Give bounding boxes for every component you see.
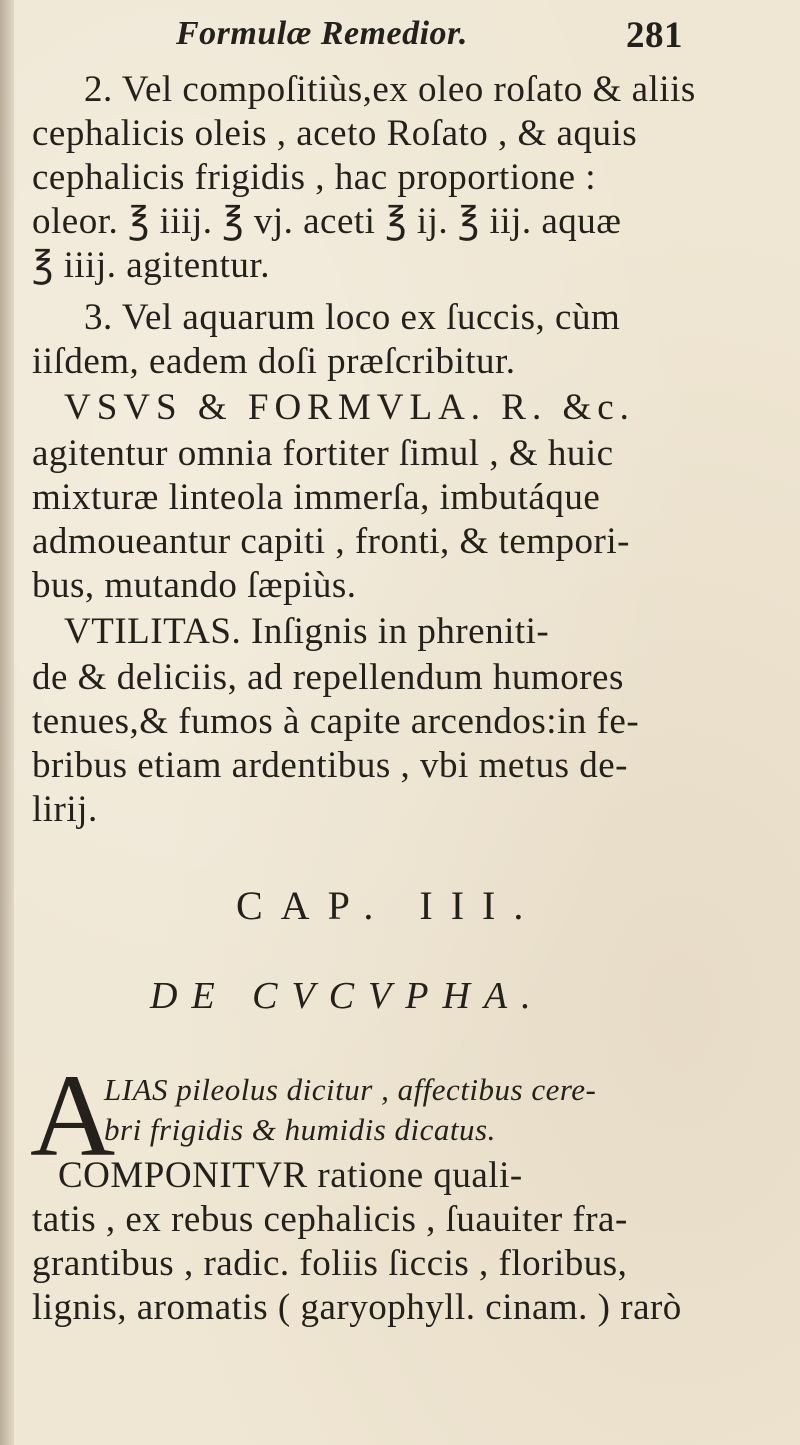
- chapter-title: DE CVCVPHA.: [150, 975, 545, 1017]
- text-line: oleor. ℥ iiij. ℥ vj. aceti ℥ ij. ℥ iij. aquæ: [32, 201, 622, 242]
- text-line: de & deliciis, ad repellendum humores: [32, 657, 624, 698]
- text-line: tenues,& fumos à capite arcendos:in fe-: [32, 701, 640, 742]
- book-page: [28, 0, 778, 1445]
- text-line: agitentur omnia fortiter ſimul , & huic: [32, 433, 614, 474]
- text-line: 3. Vel aquarum loco ex ſuccis, cùm: [84, 297, 621, 338]
- text-line: iiſdem, eadem doſi præſcribitur.: [32, 341, 516, 382]
- text-line: bus, mutando ſæpiùs.: [32, 565, 357, 606]
- text-line: bribus etiam ardentibus , vbi metus de-: [32, 745, 628, 786]
- section-heading-usus: VSVS & FORMVLA. R. &c.: [64, 387, 635, 428]
- text-line: bri frigidis & humidis dicatus.: [104, 1112, 496, 1147]
- text-line: 2. Vel compoſitiùs,ex oleo roſato & aliis: [84, 69, 696, 110]
- book-gutter: [0, 0, 14, 1445]
- text-line: cephalicis oleis , aceto Roſato , & aquis: [32, 113, 638, 154]
- text-line: cephalicis frigidis , hac proportione :: [32, 157, 597, 198]
- text-line: mixturæ linteola immerſa, imbutáque: [32, 477, 601, 518]
- text-line: grantibus , radic. foliis ſiccis , floribus,: [32, 1243, 628, 1284]
- text-line: lignis, aromatis ( garyophyll. cinam. ) rarò: [32, 1287, 682, 1328]
- drop-capital: A: [30, 1050, 116, 1181]
- text-line: admoueantur capiti , fronti, & tempori-: [32, 521, 630, 562]
- chapter-heading: CAP. III.: [236, 883, 542, 928]
- text-line: ℥ iiij. agitentur.: [32, 245, 270, 286]
- text-line: LIAS pileolus dicitur , affectibus cere-: [104, 1072, 597, 1107]
- section-heading-utilitas: VTILITAS. Inſignis in phreniti-: [64, 611, 550, 652]
- text-line: COMPONITVR ratione quali-: [58, 1155, 523, 1196]
- running-title: Formulæ Remedior.: [176, 15, 468, 52]
- page-number: 281: [626, 15, 683, 56]
- text-line: tatis , ex rebus cephalicis , ſuauiter fra-: [32, 1199, 628, 1240]
- text-line: lirij.: [32, 789, 98, 830]
